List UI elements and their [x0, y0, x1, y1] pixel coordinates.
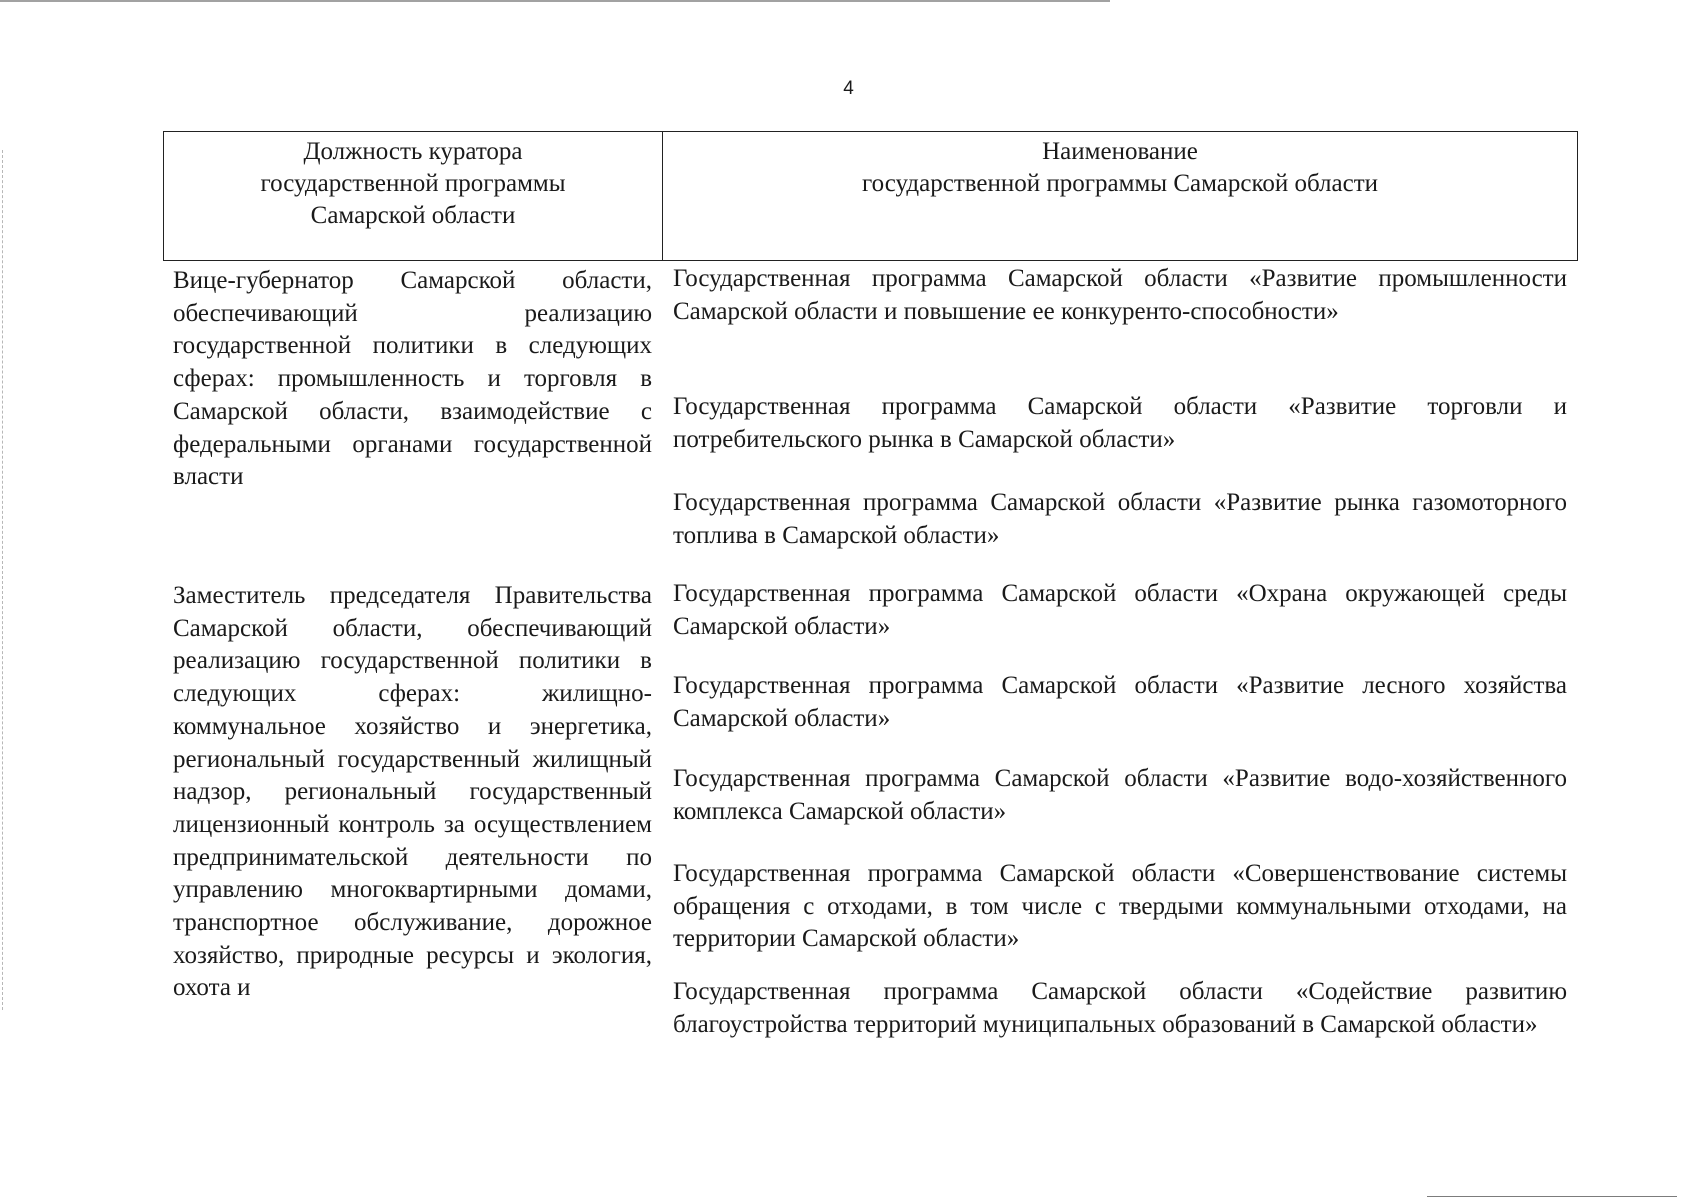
header-right-line: Наименование [1042, 138, 1198, 165]
header-right-line: государственной программы Самарской области [861, 170, 1379, 197]
program-entry: Государственная программа Самарской области «Совершенствование системы обращения с отходами, в том числе с твердыми коммунальными отходами, на территории Самарской области» [673, 860, 1567, 953]
program-entry: Государственная программа Самарской области «Развитие лесного хозяйства Самарской области» [673, 672, 1567, 732]
scan-edge-left [2, 150, 4, 1010]
curator-entry: Заместитель председателя Правительства Самарской области, обеспечивающий реализацию государственной политики в следующих сферах: жилищно-коммунальное хозяйство и энергетика, региональный государственный жилищный надзор, региональный государственный лицензионный контроль за осуществлением предпринимательской деятельности по управлению многоквартирными домами, транспортное обслуживание, дорожное хозяйство, природные ресурсы и экология, охота и [173, 582, 652, 1002]
header-left-line: Должность куратора [303, 138, 523, 165]
program-entry: Государственная программа Самарской области «Развитие промышленности Самарской области и повышение ее конкуренто-способности» [673, 265, 1567, 325]
header-left-line: Самарской области [310, 202, 516, 229]
program-entry: Государственная программа Самарской области «Развитие рынка газомоторного топлива в Самарской области» [673, 489, 1567, 549]
program-entry: Государственная программа Самарской области «Содействие развитию благоустройства территорий муниципальных образований в Самарской области» [673, 978, 1567, 1038]
program-entry: Государственная программа Самарской области «Охрана окружающей среды Самарской области» [673, 580, 1567, 640]
curator-entry: Вице-губернатор Самарской области, обеспечивающий реализацию государственной политики в следующих сферах: промышленность и торговля в Самарской области, взаимодействие с федеральными органами государственной власти [173, 267, 652, 491]
scan-edge-bottom [1427, 1196, 1677, 1197]
program-entry: Государственная программа Самарской области «Развитие торговли и потребительского рынка в Самарской области» [673, 393, 1567, 453]
page-number: 4 [843, 78, 854, 99]
scan-edge-top [0, 0, 1110, 2]
header-curator-position [164, 132, 663, 260]
table-header [163, 131, 1578, 261]
program-entry: Государственная программа Самарской области «Развитие водо-хозяйственного комплекса Самарской области» [673, 765, 1567, 825]
header-left-line: государственной программы [260, 170, 566, 197]
header-program-name [663, 132, 1577, 260]
